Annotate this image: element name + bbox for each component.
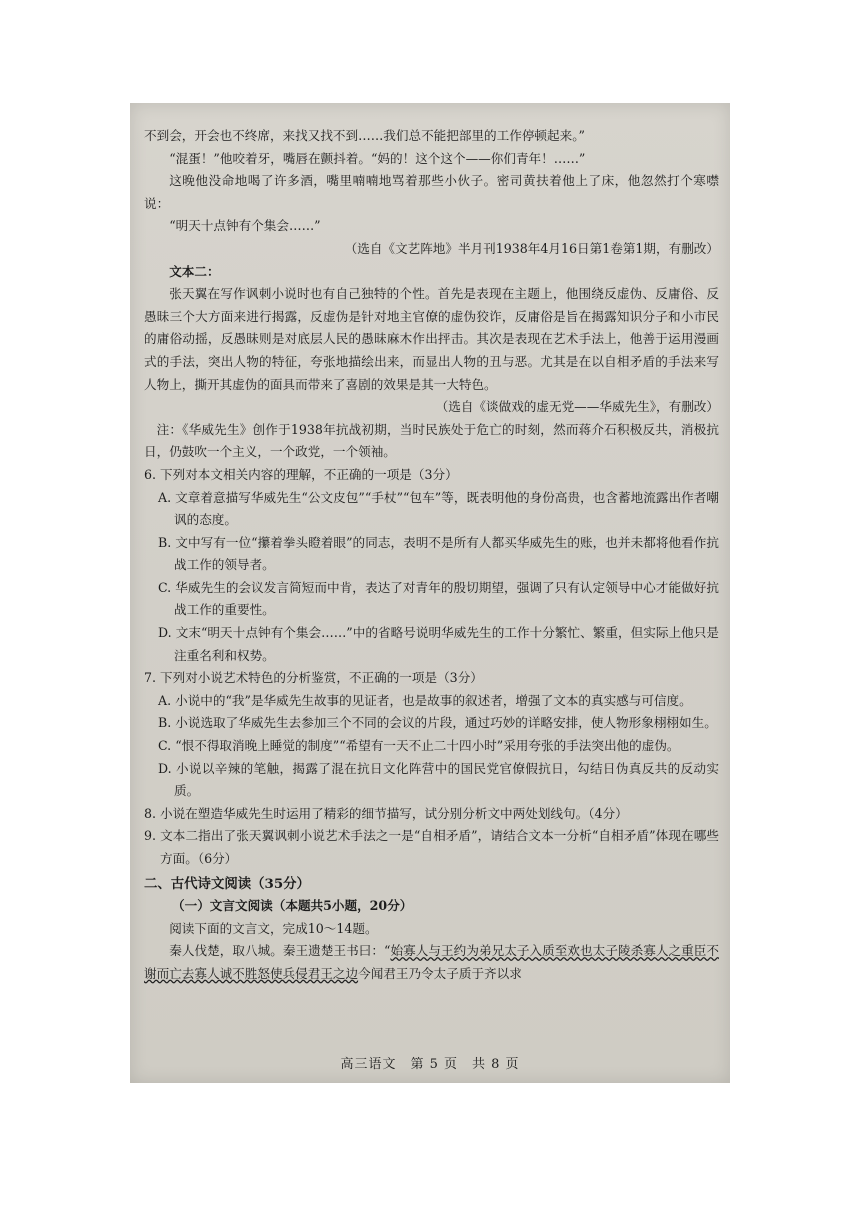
text1-line-3: 这晚他没命地喝了许多酒，嘴里喃喃地骂着那些小伙子。密司黄扶着他上了床，他忽然打个寒噤说： <box>144 173 719 211</box>
text1-line-1: 不到会，开会也不终席，来找又找不到……我们总不能把部里的工作停顿起来。” <box>144 128 585 143</box>
question-6-option-a: A. 文章着意描写华威先生“公文皮包”“手杖”“包车”等，既表明他的身份高贵，也含蓄地流露出作者嘲讽的态度。 <box>158 489 719 528</box>
passage-end: 今闻君王乃令太子质于齐以求 <box>358 965 522 981</box>
question-6-stem: 6. 下列对本文相关内容的理解，不正确的一项是（3分） <box>144 466 458 482</box>
question-6-option-d: D. 文末“明天十点钟有个集会……”中的省略号说明华威先生的工作十分繁忙、繁重，但实际上他只是注重名利和权势。 <box>158 625 719 663</box>
page-content <box>144 125 719 986</box>
underlined-sentence: 始寡人与王约为弟兄太子入质至欢也太子陵杀寡人之重臣不谢而亡去寡人诚不胜怒使兵侵君王之边 <box>144 943 719 981</box>
note: 注：《华威先生》创作于1938年抗战初期，当时民族处于危亡的时刻，然而蒋介石积极反共，消极抗日，仍鼓吹一个主义，一个政党，一个领袖。 <box>144 421 719 460</box>
question-7-option-d: D. 小说以辛辣的笔触，揭露了混在抗日文化阵营中的国民党官僚假抗日，勾结日伪真反共的反动实质。 <box>158 760 719 799</box>
text1-source: （选自《文艺阵地》半月刊1938年4月16日第1卷第1期，有删改） <box>344 240 719 256</box>
question-7-stem: 7. 下列对小说艺术特色的分析鉴赏，不正确的一项是（3分） <box>144 670 483 686</box>
text1-line-4: “明天十点钟有个集会……” <box>169 218 321 234</box>
passage-start: 秦人伐楚，取八城。秦王遗楚王书曰：“ <box>169 943 391 959</box>
classical-passage <box>144 940 719 985</box>
section-2-subtitle: （一）文言文阅读（本题共5小题，20分） <box>172 898 413 914</box>
question-7-option-a: A. 小说中的“我”是华威先生故事的见证者，也是故事的叙述者，增强了文本的真实感与可信度。 <box>158 692 692 708</box>
question-7-option-b: B. 小说选取了华威先生去参加三个不同的会议的片段，通过巧妙的详略安排，使人物形象栩栩如生。 <box>158 715 717 731</box>
question-8: 8. 小说在塑造华威先生时运用了精彩的细节描写，试分别分析文中两处划线句。（4分） <box>144 805 628 821</box>
question-6-option-c: C. 华威先生的会议发言简短而中肯，表达了对青年的殷切期望，强调了只有认定领导中心才能做好抗战工作的重要性。 <box>158 579 719 618</box>
section-2-instruction: 阅读下面的文言文，完成10～14题。 <box>169 920 378 936</box>
text2-body: 张天翼在写作讽刺小说时也有自己独特的个性。首先是表现在主题上，他围绕反虚伪、反庸俗、反愚昧三个大方面来进行揭露，反虚伪是针对地主官僚的虚伪狡诈，反庸俗是旨在揭露知识分子和小市民的庸俗动摇，反愚昧则是对底层人民的愚昧麻木作出抨击。其次是表现在艺术手法上，他善于运用漫画式的手法，突出人物的特征，夸张地描绘出来，而显出人物的丑与恶。尤其是在以自相矛盾的手法来写人物上，撕开其虚伪的面具而带来了喜剧的效果是其一大特色。 <box>144 286 719 392</box>
section-2-title: 二、古代诗文阅读（35分） <box>144 875 310 892</box>
text2-heading: 文本二： <box>169 263 220 279</box>
text2-source: （选自《谈做戏的虚无党——华威先生》，有删改） <box>435 399 719 415</box>
text1-line-2: “混蛋！”他咬着牙，嘴唇在颤抖着。“妈的！这个这个——你们青年！……” <box>169 150 586 166</box>
question-6-option-b: B. 文中写有一位“攥着拳头瞪着眼”的同志，表明不是所有人都买华威先生的账，也并未都将他看作抗战工作的领导者。 <box>158 534 719 573</box>
question-7-option-c: C. “恨不得取消晚上睡觉的制度”“希望有一天不止二十四小时”采用夸张的手法突出他的虚伪。 <box>158 738 680 754</box>
question-9: 9. 文本二指出了张天翼讽刺小说艺术手法之一是“自相矛盾”，请结合文本一分析“自相矛盾”体现在哪些方面。（6分） <box>144 828 719 866</box>
exam-page <box>130 103 730 1083</box>
page-footer: 高三语文 第 5 页 共 8 页 <box>340 1057 520 1072</box>
